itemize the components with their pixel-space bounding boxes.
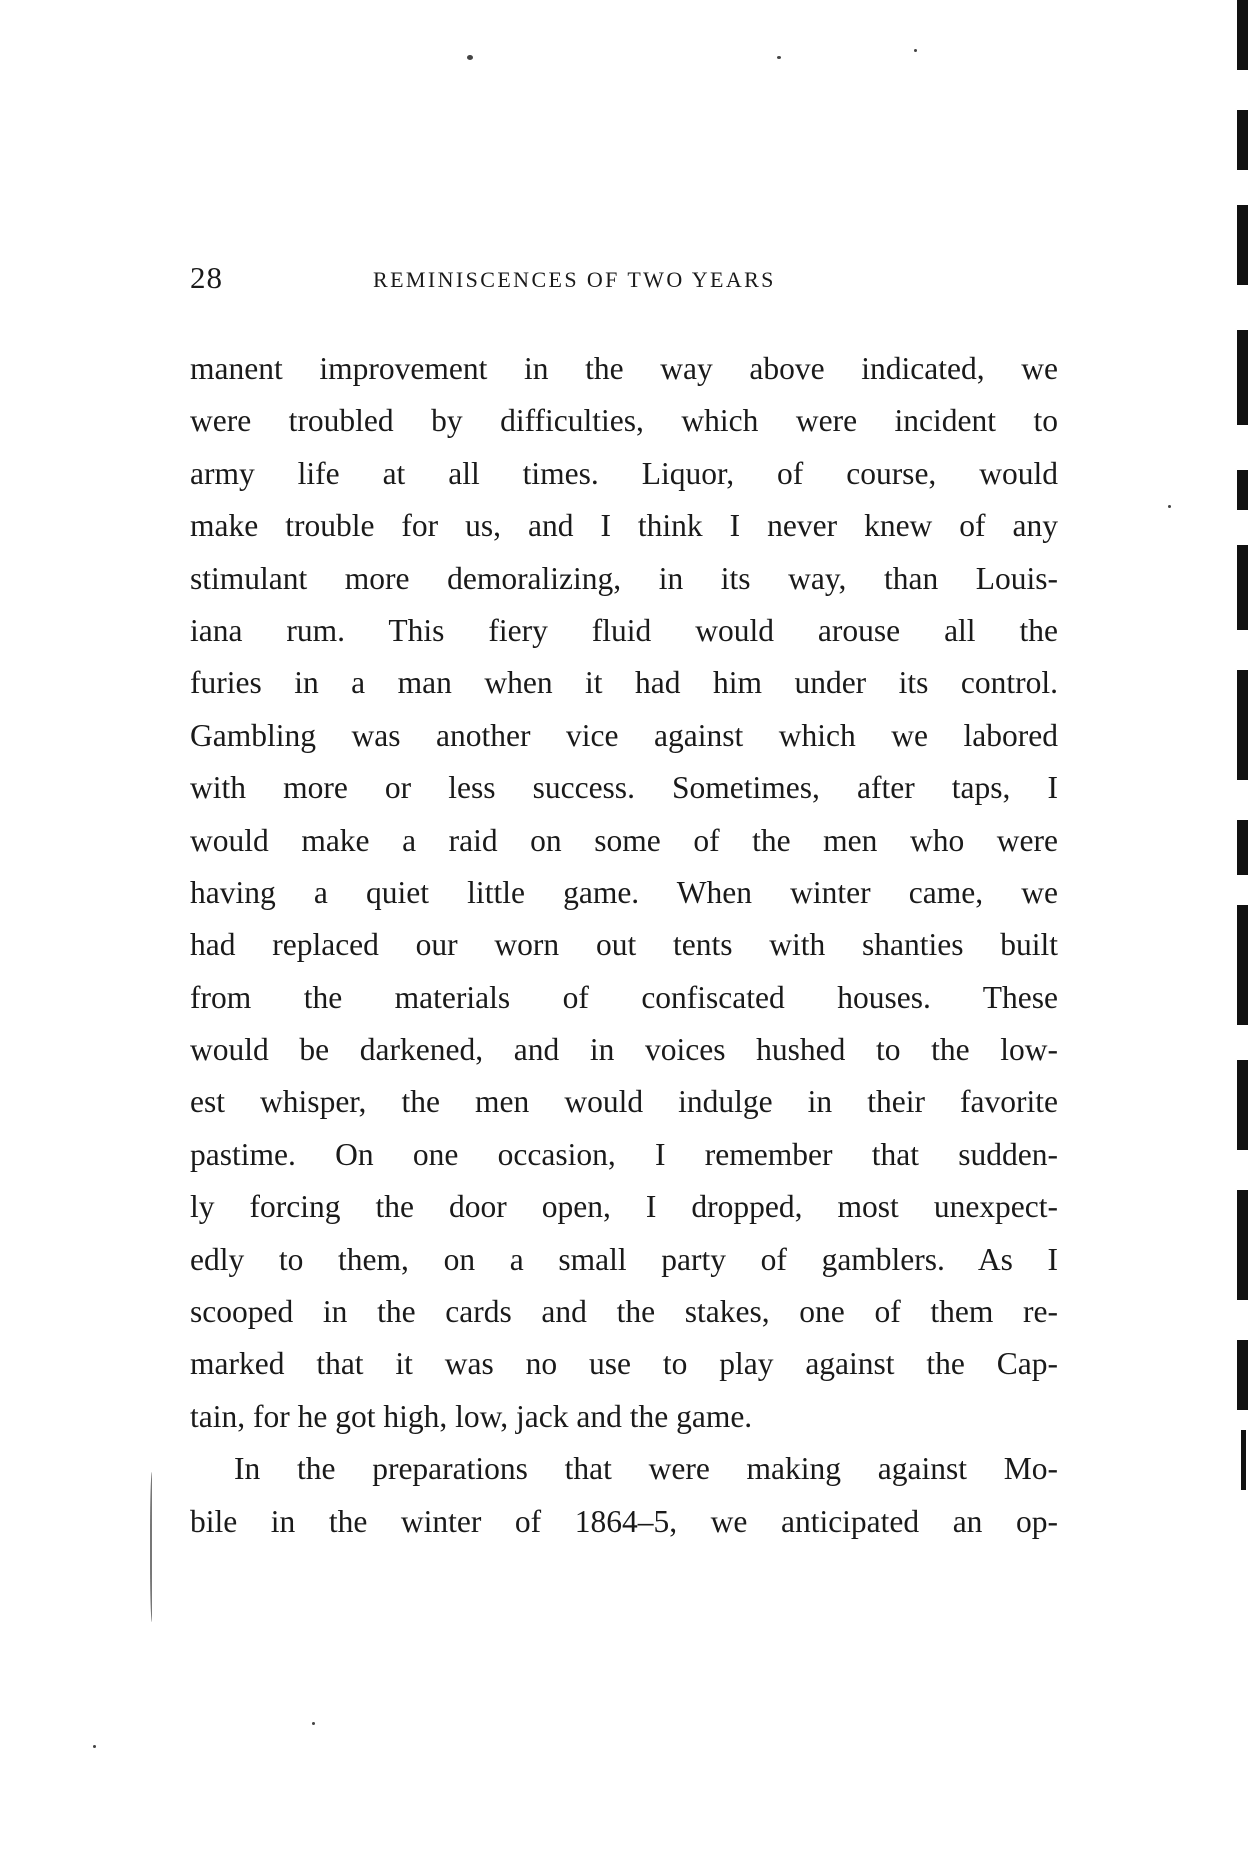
- text-line: would make a raid on some of the men who were: [190, 822, 1058, 858]
- body-text: [190, 343, 1058, 1548]
- page-header: [190, 258, 1060, 298]
- text-line: pastime. On one occasion, I remember that sudden-: [190, 1136, 1058, 1172]
- text-line: marked that it was no use to play against the Cap-: [190, 1346, 1058, 1382]
- text-line: bile in the winter of 1864–5, we anticipated an op-: [190, 1503, 1058, 1539]
- text-line: scooped in the cards and the stakes, one of them re-: [190, 1294, 1058, 1330]
- text-line: est whisper, the men would indulge in their favorite: [190, 1084, 1058, 1120]
- scan-speck: [1168, 505, 1171, 508]
- text-line: with more or less success. Sometimes, after taps, I: [190, 770, 1058, 806]
- text-line: were troubled by difficulties, which were incident to: [190, 403, 1058, 439]
- page-number: 28: [190, 260, 223, 295]
- text-line: having a quiet little game. When winter came, we: [190, 874, 1058, 910]
- scan-edge-artifact: [1232, 0, 1250, 1500]
- text-line: manent improvement in the way above indicated, we: [190, 351, 1058, 386]
- text-line-paragraph-start: In the preparations that were making against Mo-: [234, 1451, 1058, 1487]
- text-line: had replaced our worn out tents with shanties built: [190, 927, 1058, 963]
- text-line: ly forcing the door open, I dropped, most unexpect-: [190, 1189, 1058, 1225]
- scan-speck: [312, 1722, 315, 1725]
- margin-pencil-mark: [150, 1472, 155, 1622]
- text-line: would be darkened, and in voices hushed to the low-: [190, 1032, 1058, 1068]
- scan-speck: [93, 1745, 96, 1748]
- text-line: edly to them, on a small party of gamblers. As I: [190, 1241, 1058, 1277]
- text-line: stimulant more demoralizing, in its way, than Louis-: [190, 560, 1058, 596]
- scan-speck: [467, 55, 473, 60]
- text-line: make trouble for us, and I think I never knew of any: [190, 508, 1058, 544]
- running-title: REMINISCENCES OF TWO YEARS: [373, 267, 776, 292]
- text-line: army life at all times. Liquor, of course, would: [190, 455, 1058, 491]
- text-line-paragraph-end: tain, for he got high, low, jack and the game.: [190, 1398, 753, 1434]
- text-line: from the materials of confiscated houses. These: [190, 979, 1058, 1015]
- text-line: Gambling was another vice against which we labored: [190, 717, 1058, 753]
- scan-speck: [777, 56, 781, 59]
- text-line: furies in a man when it had him under its control.: [190, 665, 1058, 701]
- text-line: iana rum. This fiery fluid would arouse all the: [190, 612, 1058, 648]
- scan-speck: [914, 49, 917, 52]
